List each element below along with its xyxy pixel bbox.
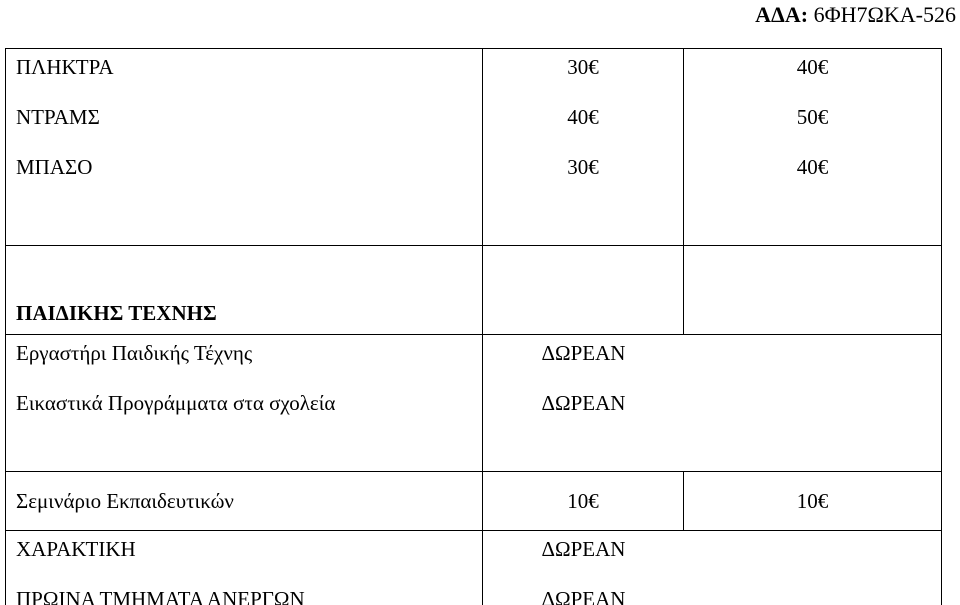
other-label: ΠΡΩΙΝΑ ΤΜΗΜΑΤΑ ΑΝΕΡΓΩΝ (16, 587, 305, 605)
fee-value: 40€ (796, 155, 829, 179)
instrument-label: ΝΤΡΑΜΣ (16, 105, 100, 129)
other-label: ΧΑΡΑΚΤΙΚΗ (16, 537, 136, 561)
fee-value: 30€ (567, 155, 599, 179)
program-label: Εικαστικά Προγράμματα στα σχολεία (16, 391, 336, 415)
section-heading: ΠΑΙΔΙΚΗΣ ΤΕΧΝΗΣ (16, 301, 217, 325)
empty-cell (483, 246, 684, 335)
fee-value: 10€ (796, 488, 829, 513)
fees-table (5, 48, 942, 605)
program-fees-cell (483, 335, 942, 472)
seminar-label-cell (6, 472, 483, 531)
instrument-label: ΠΛΗΚΤΡΑ (16, 55, 114, 79)
table-row (6, 472, 942, 531)
seminar-fee-cell (684, 472, 942, 531)
other-labels-cell (6, 531, 483, 605)
fee-value: ΔΩΡΕΑΝ (541, 587, 626, 605)
empty-cell (684, 246, 942, 335)
instrument-fees-cell (483, 49, 684, 246)
program-label: Εργαστήρι Παιδικής Τέχνης (16, 341, 253, 365)
program-labels-cell (6, 335, 483, 472)
other-fees-cell (483, 531, 942, 605)
fee-value: 50€ (796, 105, 829, 129)
instrument-fees-cell (684, 49, 942, 246)
seminar-fee-cell (483, 472, 684, 531)
ada-code: 6ΦΗ7ΩΚΑ-526 (813, 2, 956, 27)
fee-value: 10€ (567, 488, 599, 513)
fee-value: 40€ (567, 105, 599, 129)
table-row (6, 531, 942, 605)
instrument-labels-cell (6, 49, 483, 246)
table-row (6, 335, 942, 472)
seminar-label: Σεμινάριο Εκπαιδευτικών (16, 488, 234, 513)
ada-header (755, 2, 956, 28)
fee-value: ΔΩΡΕΑΝ (541, 341, 626, 365)
fee-value: 40€ (796, 55, 829, 79)
table-row (6, 49, 942, 246)
fee-value: ΔΩΡΕΑΝ (541, 391, 626, 415)
ada-label: ΑΔΑ: (755, 2, 809, 27)
fee-value: ΔΩΡΕΑΝ (541, 537, 626, 561)
instrument-label: ΜΠΑΣΟ (16, 155, 93, 179)
table-row (6, 246, 942, 335)
section-heading-cell (6, 246, 483, 335)
fee-value: 30€ (567, 55, 599, 79)
